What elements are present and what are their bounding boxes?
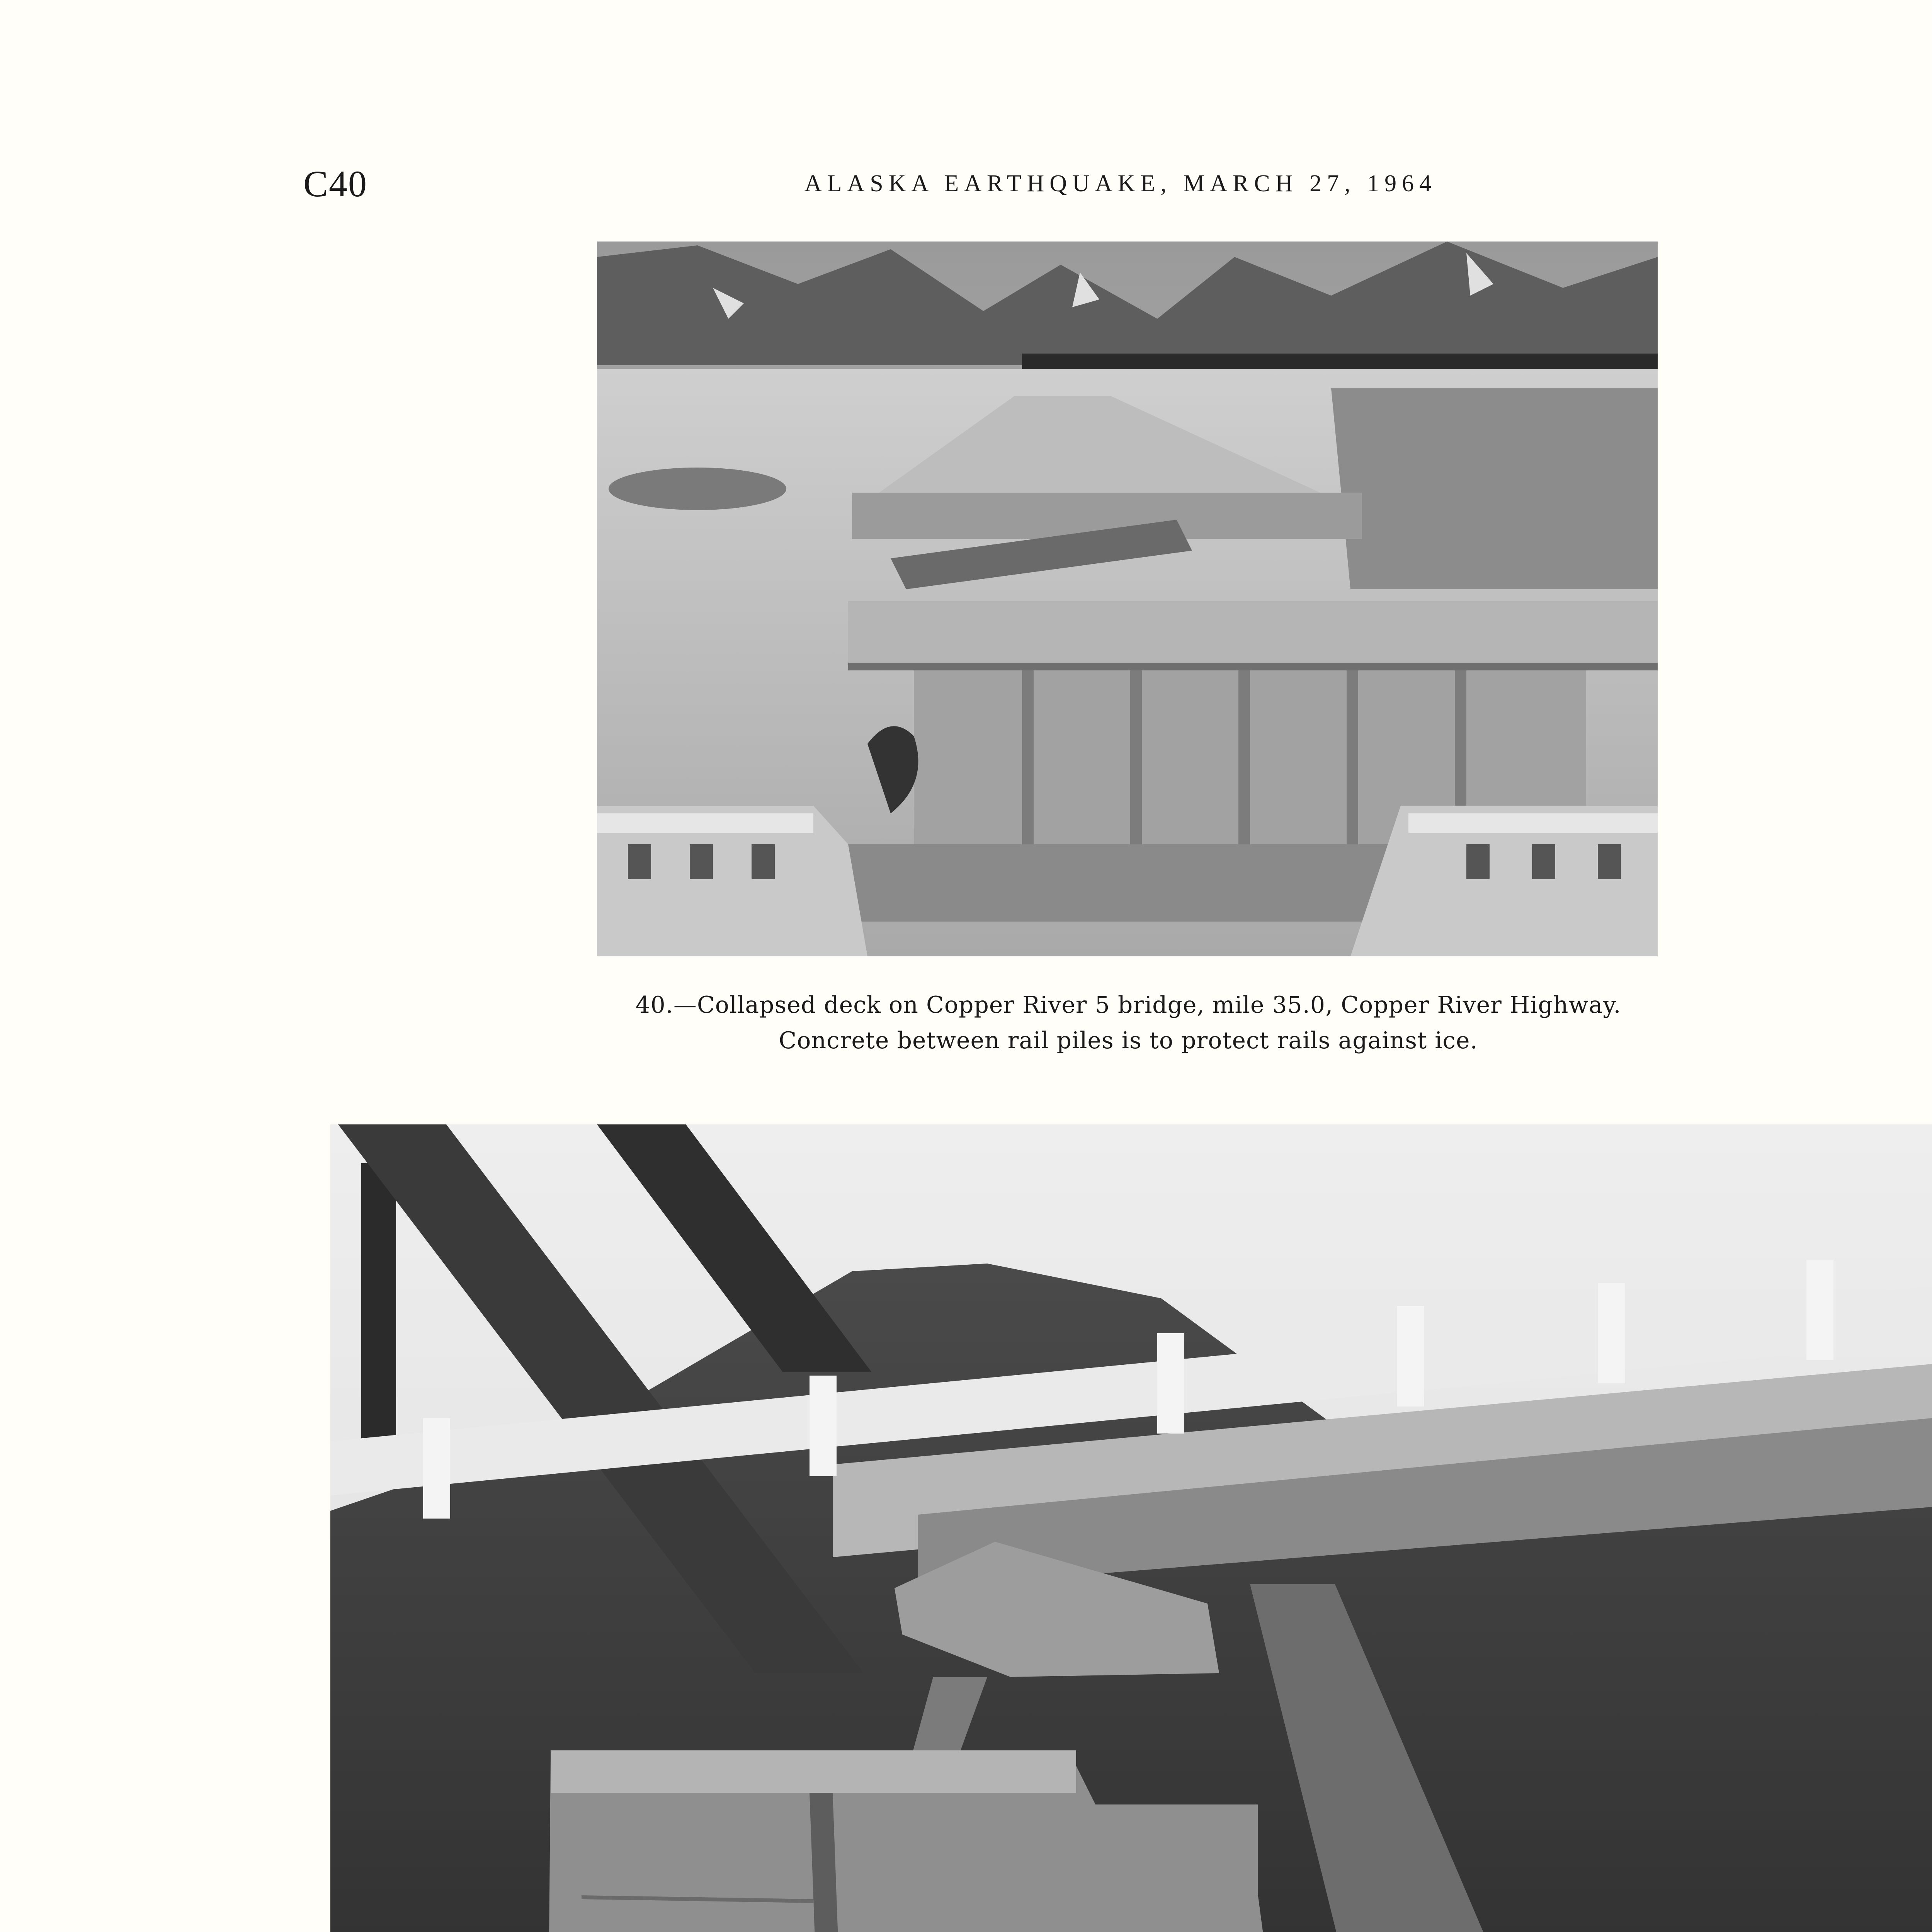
figure-40-caption — [464, 987, 1793, 1058]
figure-40-photo — [597, 242, 1658, 956]
running-title: ALASKA EARTHQUAKE, MARCH 27, 1964 — [804, 170, 1437, 197]
figure-40-caption-line2: Concrete between rail piles is to protect rails against ice. — [779, 1027, 1478, 1054]
figure-40-caption-line1: 40.—Collapsed deck on Copper River 5 bridge, mile 35.0, Copper River Highway. — [635, 992, 1621, 1019]
figure-41-photo — [330, 1124, 1932, 1932]
page-number: C40 — [303, 163, 368, 204]
